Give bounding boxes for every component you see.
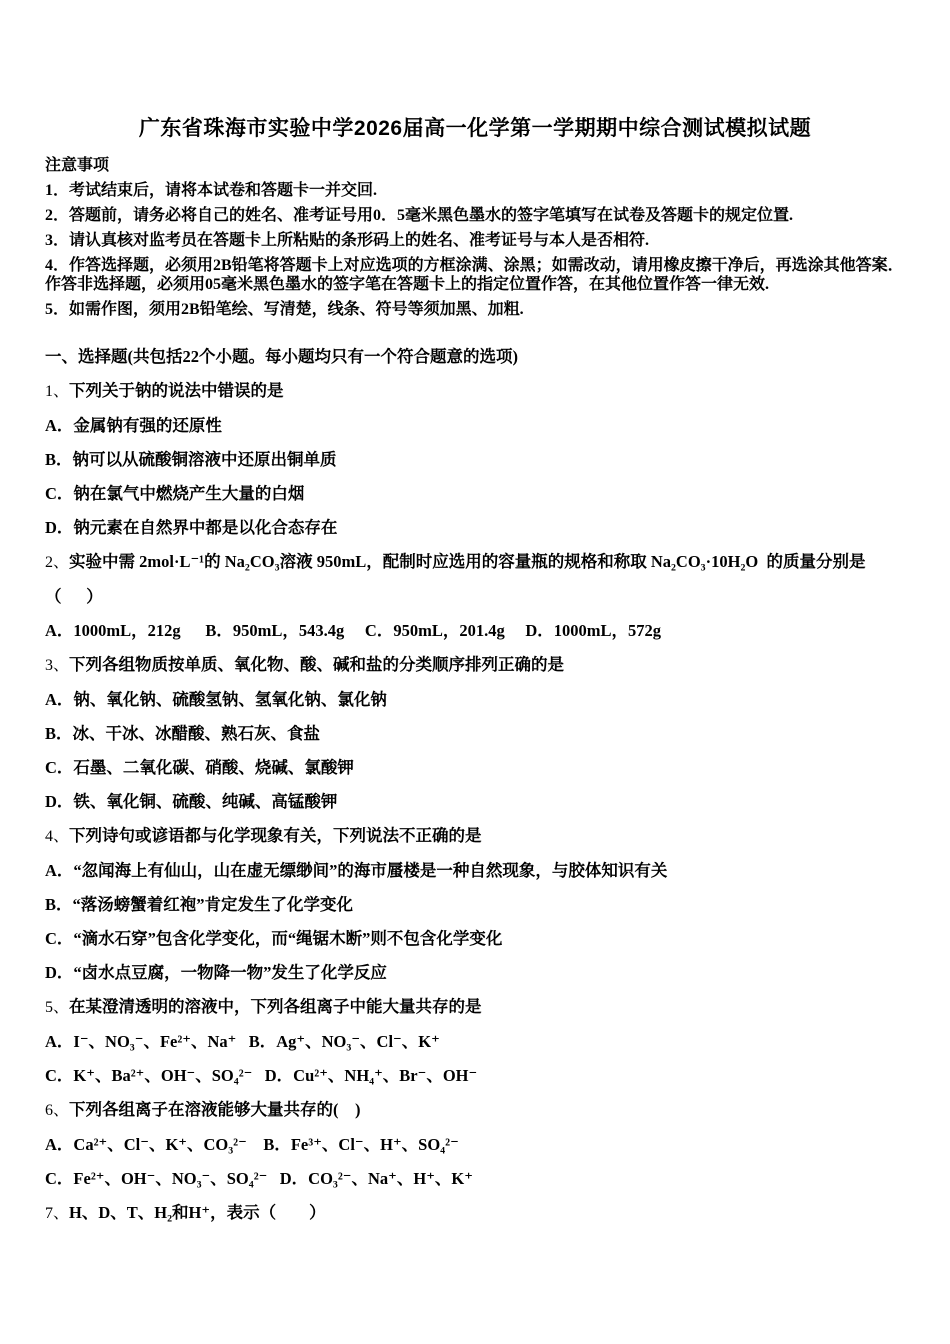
question-stem <box>45 381 905 402</box>
question-stem <box>45 655 905 676</box>
section-heading-choice: 一、选择题(共包括22个小题。每小题均只有一个符合题意的选项) <box>45 347 518 366</box>
question-stem <box>45 1100 905 1121</box>
option-line-a: A．“忽闻海上有仙山，山在虚无缥缈间”的海市蜃楼是一种自然现象，与胶体知识有关 <box>45 861 668 880</box>
option-line-c: C．钠在氯气中燃烧产生大量的白烟 <box>45 484 305 503</box>
notice-item-5: 5．如需作图，须用2B铅笔绘、写清楚，线条、符号等须加黑、加粗. <box>45 301 524 318</box>
question-stem <box>45 997 905 1018</box>
option-line-b: B．“落汤螃蟹着红袍”肯定发生了化学变化 <box>45 895 354 914</box>
option-line-d: D．“卤水点豆腐，一物降一物”发生了化学反应 <box>45 963 387 982</box>
option-line-b: B．钠可以从硫酸铜溶液中还原出铜单质 <box>45 450 337 469</box>
notice-section <box>45 156 905 319</box>
question-number: 3、 <box>45 657 70 674</box>
option-line-a: A．钠、氧化钠、硫酸氢钠、氢氧化钠、氯化钠 <box>45 690 387 709</box>
question-number: 7、 <box>45 1205 70 1222</box>
option-line-ab: A．I⁻、NO₃⁻、Fe²⁺、Na⁺ B．Ag⁺、NO₃⁻、Cl⁻、K⁺ <box>45 1032 440 1051</box>
option-line-d: D．钠元素在自然界中都是以化合态存在 <box>45 518 338 537</box>
question-text: 在某澄清透明的溶液中，下列各组离子中能大量共存的是 <box>69 997 482 1016</box>
question-7 <box>45 1203 905 1224</box>
option-line-c: C．石墨、二氧化碳、硝酸、烧碱、氯酸钾 <box>45 758 354 777</box>
question-2 <box>45 552 905 641</box>
question-number: 4、 <box>45 828 70 845</box>
question-stem <box>45 1203 905 1224</box>
question-number: 1、 <box>45 383 70 400</box>
option-line-a: A．金属钠有强的还原性 <box>45 416 222 435</box>
question-stem <box>45 552 905 573</box>
question-6 <box>45 1100 905 1189</box>
question-number: 5、 <box>45 999 70 1016</box>
question-3 <box>45 655 905 812</box>
question-text: 下列各组物质按单质、氧化物、酸、碱和盐的分类顺序排列正确的是 <box>69 655 565 674</box>
option-line-ab: A．Ca²⁺、Cl⁻、K⁺、CO₃²⁻ B．Fe³⁺、Cl⁻、H⁺、SO₄²⁻ <box>45 1135 459 1154</box>
question-text: 实验中需 2mol·L⁻¹的 Na₂CO₃溶液 950mL，配制时应选用的容量瓶的规格和称取 Na₂CO₃·10H₂O 的质量分别是 <box>69 552 866 571</box>
question-number: 6、 <box>45 1102 70 1119</box>
page-title: 广东省珠海市实验中学2026届高一化学第一学期期中综合测试模拟试题 <box>138 117 812 140</box>
question-text: H、D、T、H₂和H⁺，表示（ ） <box>69 1203 326 1222</box>
option-line-c: C．“滴水石穿”包含化学变化，而“绳锯木断”则不包含化学变化 <box>45 929 503 948</box>
option-line-abcd: A．1000mL，212g B．950mL，543.4g C．950mL，201.4g D．1000mL，572g <box>45 621 662 640</box>
question-text: 下列各组离子在溶液能够大量共存的( ) <box>69 1100 361 1119</box>
option-line-b: B．冰、干冰、冰醋酸、熟石灰、食盐 <box>45 724 321 743</box>
option-line-cd: C．K⁺、Ba²⁺、OH⁻、SO₄²⁻ D．Cu²⁺、NH₄⁺、Br⁻、OH⁻ <box>45 1066 478 1085</box>
notice-item-4: 4．作答选择题，必须用2B铅笔将答题卡上对应选项的方框涂满、涂黑；如需改动，请用橡皮擦干净后，再选涂其他答案．作答非选择题，必须用05毫米黑色墨水的签字笔在答题卡上的指定位置作答，在其他位置作答一律无效. <box>45 257 904 293</box>
option-line-d: D．铁、氧化铜、硫酸、纯碱、高锰酸钾 <box>45 792 338 811</box>
question-number: 2、 <box>45 554 70 571</box>
notice-item-2: 2．答题前，请务必将自己的姓名、准考证号用0．5毫米黑色墨水的签字笔填写在试卷及答题卡的规定位置. <box>45 207 794 224</box>
option-line-cd: C．Fe²⁺、OH⁻、NO₃⁻、SO₄²⁻ D．CO₃²⁻、Na⁺、H⁺、K⁺ <box>45 1169 473 1188</box>
question-text: 下列诗句或谚语都与化学现象有关，下列说法不正确的是 <box>69 826 482 845</box>
question-5 <box>45 997 905 1086</box>
question-4 <box>45 826 905 983</box>
question-text: 下列关于钠的说法中错误的是 <box>69 381 284 400</box>
notice-heading: 注意事项 <box>45 157 110 174</box>
answer-blank-parentheses: （ ） <box>45 587 103 606</box>
question-1 <box>45 381 905 538</box>
question-stem <box>45 826 905 847</box>
notice-item-1: 1．考试结束后，请将本试卷和答题卡一并交回. <box>45 182 378 199</box>
notice-item-3: 3．请认真核对监考员在答题卡上所粘贴的条形码上的姓名、准考证号与本人是否相符. <box>45 232 650 249</box>
